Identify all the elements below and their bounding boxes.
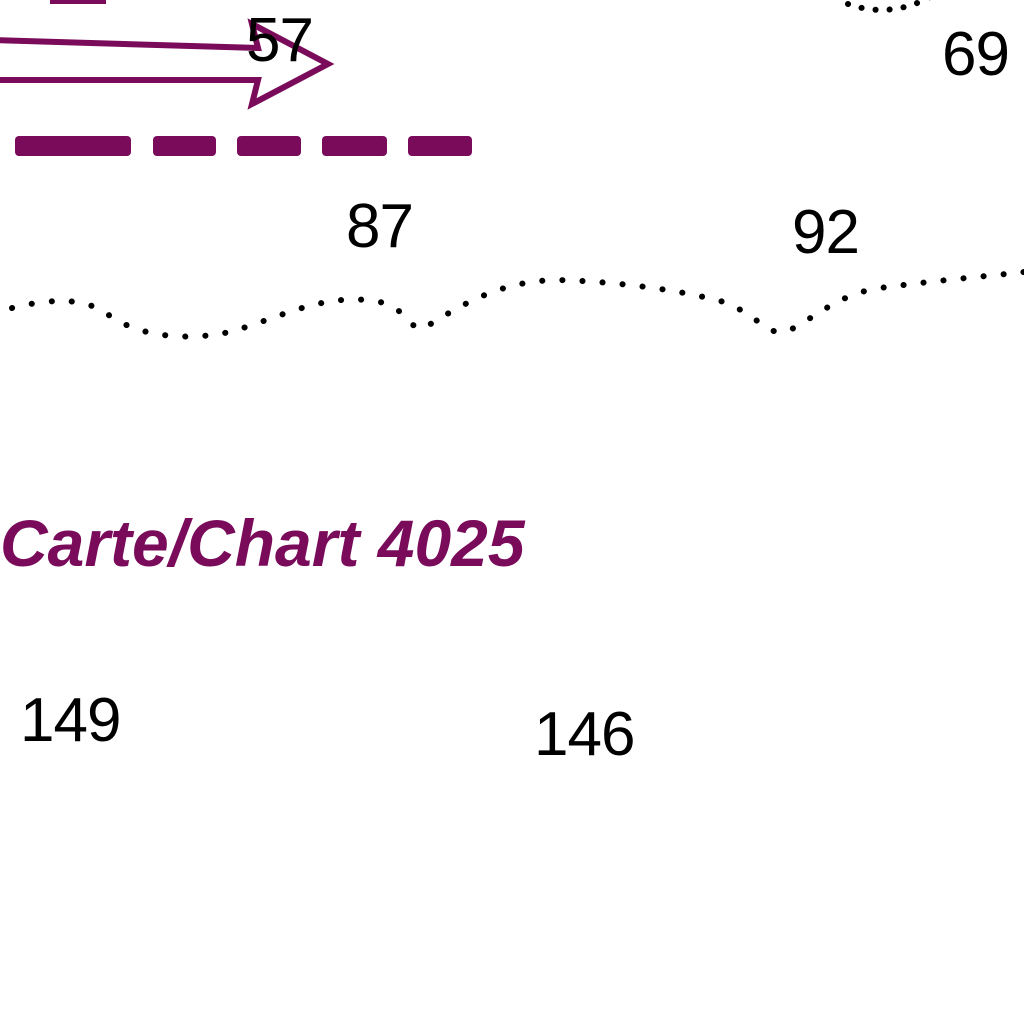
depth-sounding: 57 bbox=[246, 6, 313, 75]
dash-segment bbox=[237, 136, 301, 156]
depth-sounding: 92 bbox=[792, 198, 859, 267]
depth-sounding: 69 bbox=[942, 20, 1009, 89]
dashed-limit-line bbox=[15, 136, 472, 156]
depth-sounding: 87 bbox=[346, 192, 413, 261]
depth-contour-dotted bbox=[12, 272, 1024, 337]
depth-sounding: 146 bbox=[534, 700, 635, 769]
depth-sounding: 149 bbox=[20, 686, 121, 755]
dash-segment bbox=[153, 136, 216, 156]
depth-contour-top-right bbox=[848, 0, 932, 10]
dash-segment bbox=[322, 136, 387, 156]
chart-reference-label: Carte/Chart 4025 bbox=[0, 506, 525, 580]
dash-segment bbox=[15, 136, 131, 156]
dash-segment bbox=[408, 136, 472, 156]
partial-magenta-mark bbox=[50, 0, 106, 4]
